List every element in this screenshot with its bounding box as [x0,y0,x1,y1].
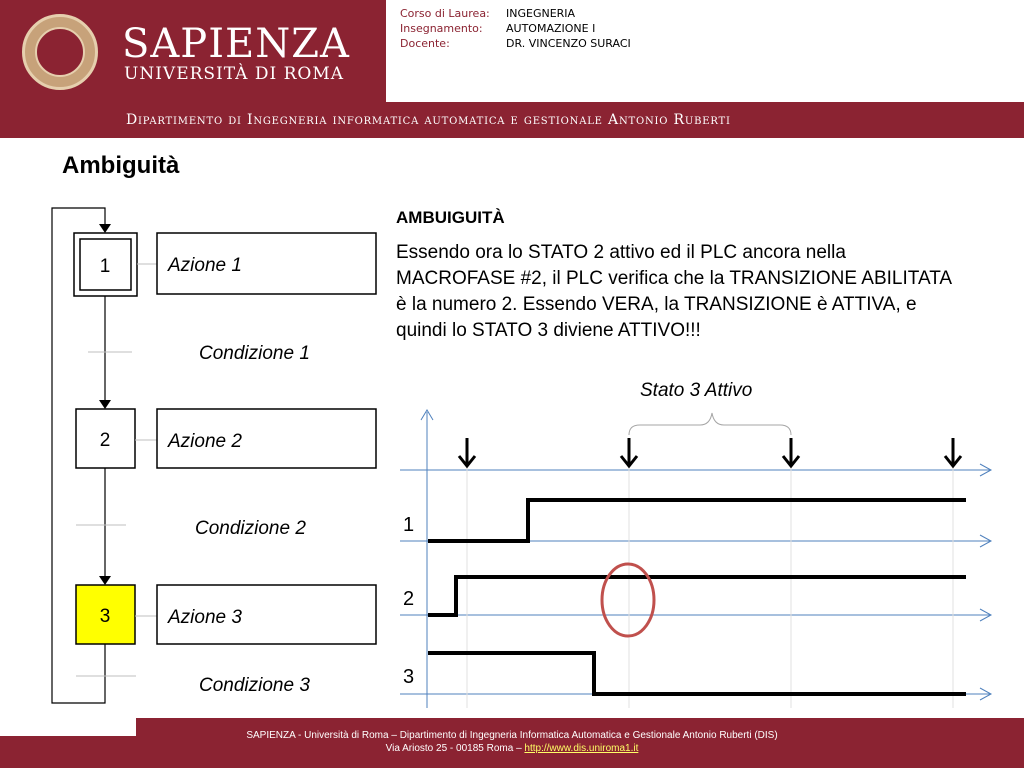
teacher-value: DR. VINCENZO SURACI [506,37,631,50]
condition-3-label: Condizione 3 [199,675,310,696]
department-name: Dipartimento di Ingegneria informatica automatica e gestionale Antonio Ruberti [126,112,731,128]
scan-arrows [459,438,961,466]
university-subtitle: UNIVERSITÀ DI ROMA [124,64,345,84]
course-label: Corso di Laurea: [400,7,490,20]
course-value: INGEGNERIA [506,7,576,20]
step-1-label: 1 [99,256,111,277]
condition-1-label: Condizione 1 [199,343,310,364]
footer-line-1: SAPIENZA - Università di Roma – Dipartimento di Ingegneria Informatica Automatica e Gestionale Antonio Ruberti (DIS) [246,730,778,741]
signal-1-label: 1 [403,514,415,536]
scan-dividers [467,440,953,708]
footer-line-2 [0,743,1024,754]
state-3-brace [629,413,791,435]
signal-1-waveform [428,500,966,541]
action-3-label: Azione 3 [168,607,242,628]
step-2-label: 2 [99,430,111,451]
step-3-label: 3 [99,606,111,627]
subject-value: AUTOMAZIONE I [506,22,596,35]
footer-website-link[interactable]: http://www.dis.uniroma1.it [524,743,639,754]
signal-3-label: 3 [403,666,415,688]
signal-2-waveform [428,577,966,615]
page-title: Ambiguità [62,152,180,179]
subject-label: Insegnamento: [400,22,483,35]
condition-2-label: Condizione 2 [195,518,306,539]
highlight-ellipse [602,564,654,636]
explanation-heading: AMBUIGUITÀ [396,208,505,227]
signal-2-label: 2 [403,588,415,610]
signal-3-waveform [428,653,966,694]
explanation-body: Essendo ora lo STATO 2 attivo ed il PLC ancora nella MACROFASE #2, il PLC verifica che la TRANSIZIONE ABILITATA è la numero 2. Essendo VERA, la TRANSIZIONE è ATTIVA, e quindi lo STATO 3 diviene ATTIVO!!! [396,242,952,341]
teacher-label: Docente: [400,37,450,50]
university-name: SAPIENZA [122,21,350,67]
state-3-active-annotation: Stato 3 Attivo [640,380,753,401]
footer-address: Via Ariosto 25 - 00185 Roma – [385,743,525,754]
action-1-label: Azione 1 [168,255,242,276]
action-2-label: Azione 2 [168,431,242,452]
